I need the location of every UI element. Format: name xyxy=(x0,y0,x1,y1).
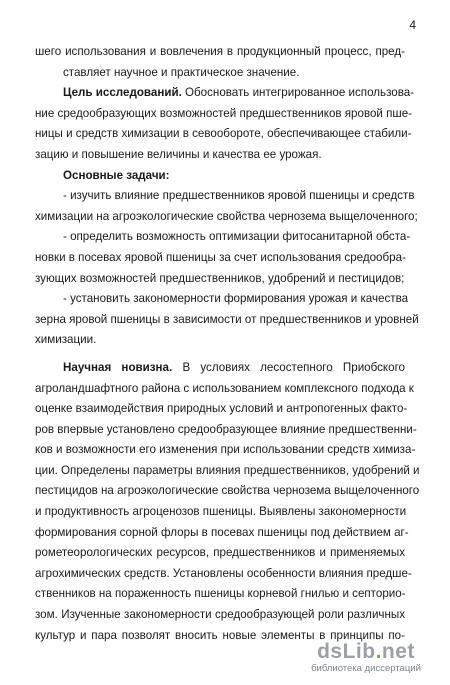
task-item xyxy=(35,289,419,351)
text-line: ров впервые установлено средообразующее влияние предшественни- xyxy=(35,422,417,436)
text-line: оценке взаимодействия природных условий и антропогенных факто- xyxy=(35,402,408,416)
text-line: ков и возможности его изменения при использовании средств химиза- xyxy=(35,443,416,457)
text-line: ние средообразующих возможностей предшественников яровой пше- xyxy=(35,106,413,120)
text-line: шего использования и вовлечения в продукционный процесс, пред- xyxy=(35,45,405,58)
paragraph-gap xyxy=(35,351,405,358)
text-line: агрохимических средств. Установлены особенности влияния предше- xyxy=(35,566,412,580)
text-line: химизации на агроэкологические свойства чернозема выщелоченного; xyxy=(35,209,418,223)
paragraph-main-tasks-heading xyxy=(35,166,405,187)
text-fragment: В условиях лесостепного Приобского xyxy=(172,360,405,374)
text-line: зерна яровой пшеницы в зависимости от предшественников и уровней xyxy=(35,312,419,326)
text-line: - установить закономерности формирования урожая и качества xyxy=(63,292,409,306)
text-line xyxy=(35,358,405,379)
section-heading: Научная новизна. xyxy=(63,360,173,374)
text-line: зацию и повышение величины и качества ее урожая. xyxy=(35,147,322,161)
watermark-caption: библиотека диссертаций xyxy=(311,663,421,674)
text-line: агроландшафтного района с использованием комплексного подхода к xyxy=(35,381,414,395)
text-line: ственников на пораженность пшеницы корневой гнилью и септорио- xyxy=(35,587,406,601)
dslib-logo xyxy=(296,641,436,663)
text-line: новки в посевах яровой пшеницы за счет использования средообра- xyxy=(35,250,406,264)
logo-text-dot: . xyxy=(375,640,382,663)
text-line: зующих возможностей предшественников, удобрений и пестицидов; xyxy=(35,271,405,285)
logo-text-prefix: dsLib xyxy=(317,640,376,663)
task-item xyxy=(35,227,411,289)
paragraph-scientific-novelty xyxy=(35,358,420,646)
text-line: - изучить влияние предшественников яровой пшеницы и средств xyxy=(63,189,415,203)
paragraph xyxy=(35,42,405,83)
logo-text-suffix: net xyxy=(381,640,415,663)
text-line: рометеорологических ресурсов, предшественников и применяемых xyxy=(35,546,405,560)
page-number: 4 xyxy=(409,18,416,32)
text-line: ницы и средств химизации в севообороте, обеспечивающее стабили- xyxy=(35,127,412,141)
text-line: и продуктивность агроценозов пшеницы. Выявлены закономерности xyxy=(35,505,407,519)
watermark-link[interactable] xyxy=(296,641,436,675)
text-line: - определить возможность оптимизации фитосанитарной обста- xyxy=(63,230,411,244)
text-line: культур и пара позволят вносить новые элементы в принципы по- xyxy=(35,628,405,642)
section-heading: Основные задачи: xyxy=(63,168,170,182)
text-line: пестицидов на агроэкологические свойства чернозема выщелоченного xyxy=(35,484,420,498)
document-body xyxy=(35,42,420,646)
paragraph-research-goal xyxy=(35,83,415,165)
text-line xyxy=(35,83,415,104)
text-line: формирования сорной флоры в посевах пшеницы под действием аг- xyxy=(35,525,409,539)
text-fragment: Обосновать интегрированное использова- xyxy=(181,86,415,100)
section-heading: Цель исследований. xyxy=(63,86,182,100)
task-item xyxy=(35,186,418,227)
text-line: зом. Изученные закономерности средообразующей роли различных xyxy=(35,608,405,622)
text-line: ставляет научное и практическое значение. xyxy=(63,65,300,79)
text-line: химизации. xyxy=(35,333,97,347)
text-line: ции. Определены параметры влияния предшественников, удобрений и xyxy=(35,463,420,477)
